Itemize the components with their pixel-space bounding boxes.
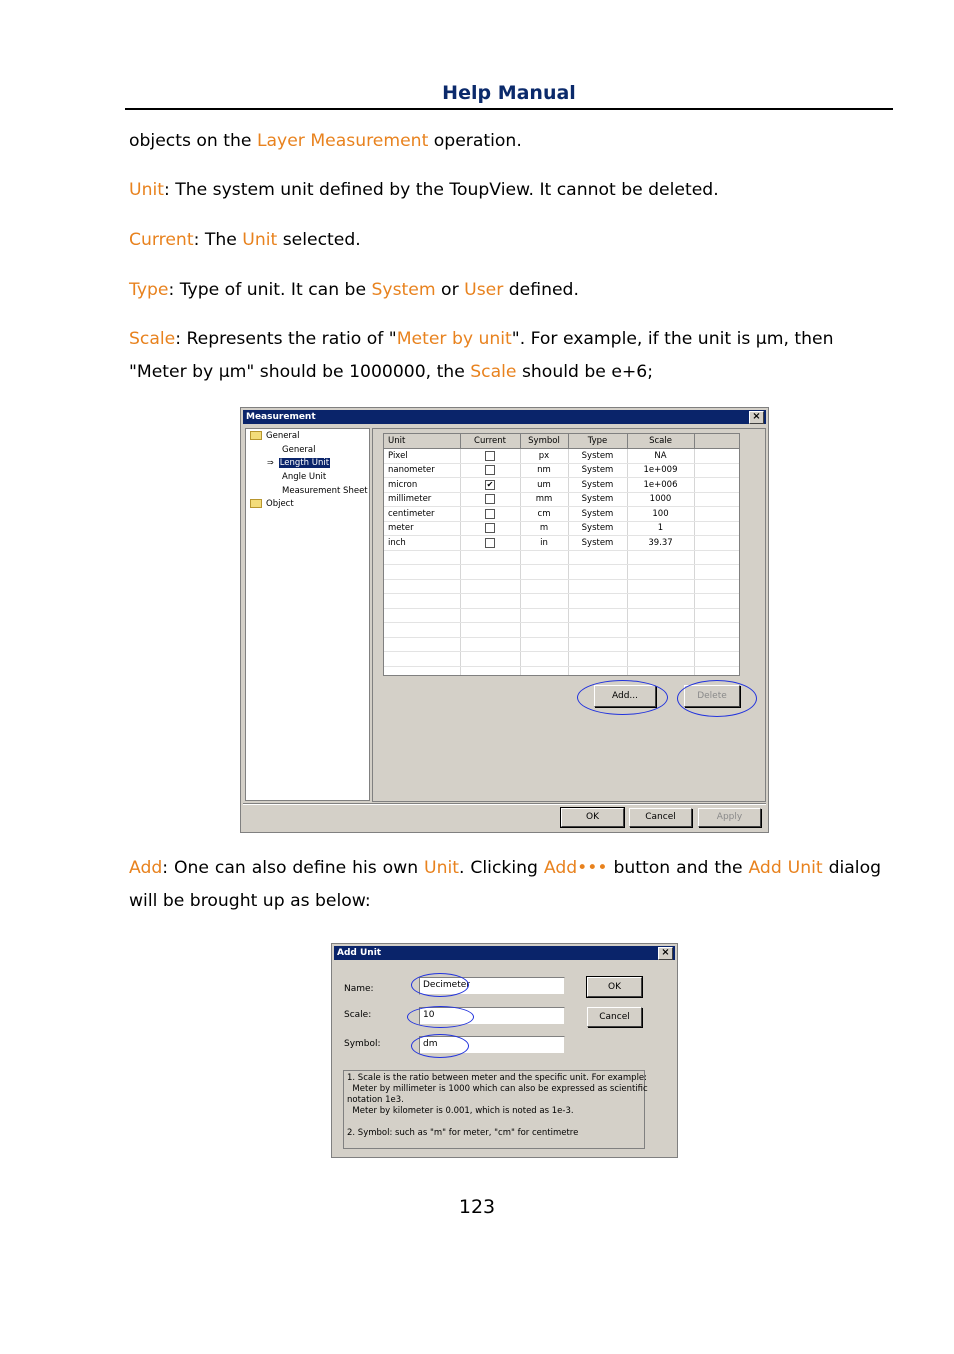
text: should be e+6;	[516, 362, 654, 382]
symbol-cell: px	[520, 449, 568, 464]
empty-cell	[627, 666, 694, 676]
empty-cell	[460, 666, 520, 676]
type-cell: System	[568, 521, 627, 536]
scale-cell: 1e+006	[627, 478, 694, 493]
scale-cell: 1e+009	[627, 463, 694, 478]
unit-table-container	[383, 433, 740, 676]
empty-cell	[460, 565, 520, 580]
highlight-term: System	[371, 280, 436, 300]
empty-cell	[520, 579, 568, 594]
empty-cell	[384, 608, 460, 623]
highlight-term: Layer Measurement	[256, 131, 429, 151]
empty-cell	[384, 565, 460, 580]
empty-cell	[520, 637, 568, 652]
add-unit-dialog	[331, 943, 678, 1158]
table-row[interactable]	[384, 478, 740, 493]
column-header[interactable]: Symbol	[520, 434, 568, 449]
table-row[interactable]	[384, 449, 740, 464]
empty-cell	[627, 623, 694, 638]
settings-tree	[245, 428, 370, 801]
empty-cell	[694, 463, 740, 478]
column-header-empty	[694, 434, 740, 449]
tree-item-measurement-sheet[interactable]	[282, 486, 368, 496]
page-number: 123	[458, 1196, 496, 1218]
close-icon[interactable]: ×	[749, 411, 764, 424]
empty-cell	[694, 536, 740, 551]
empty-cell	[694, 550, 740, 565]
unit-cell: Pixel	[384, 449, 460, 464]
empty-cell	[568, 579, 627, 594]
empty-cell	[568, 666, 627, 676]
unit-cell: millimeter	[384, 492, 460, 507]
scale-label: Scale:	[344, 1010, 372, 1020]
scale-cell: 1	[627, 521, 694, 536]
symbol-cell: nm	[520, 463, 568, 478]
tree-label: Length Unit	[279, 458, 330, 468]
empty-cell	[694, 478, 740, 493]
paragraph-current	[129, 224, 881, 257]
unit-cell: micron	[384, 478, 460, 493]
highlight-term: User	[464, 280, 504, 300]
annotation-circle-delete	[677, 680, 757, 717]
paragraph-add	[129, 852, 881, 918]
empty-cell	[520, 565, 568, 580]
empty-cell	[384, 637, 460, 652]
highlight-term: Current	[129, 230, 194, 250]
text: : The	[193, 230, 243, 250]
highlight-term: Scale	[470, 362, 517, 382]
empty-cell	[568, 652, 627, 667]
current-checkbox[interactable]	[485, 451, 495, 461]
current-checkbox[interactable]	[485, 538, 495, 548]
text: : The system unit defined by the ToupView. It cannot be deleted.	[164, 180, 719, 200]
current-checkbox[interactable]	[485, 509, 495, 519]
annotation-circle-scale	[407, 1006, 474, 1028]
current-checkbox[interactable]	[485, 465, 495, 475]
folder-icon	[250, 431, 262, 440]
table-row-empty	[384, 579, 740, 594]
symbol-cell: um	[520, 478, 568, 493]
symbol-cell: m	[520, 521, 568, 536]
tree-item-general-child[interactable]	[282, 445, 316, 455]
unit-table	[384, 434, 740, 676]
current-cell[interactable]	[460, 507, 520, 522]
annotation-circle-symbol	[411, 1034, 469, 1058]
empty-cell	[694, 449, 740, 464]
table-row[interactable]	[384, 463, 740, 478]
arrow-right-icon: ⇒	[267, 458, 274, 467]
scale-cell: 39.37	[627, 536, 694, 551]
empty-cell	[384, 594, 460, 609]
dialog-title: Add Unit	[337, 948, 382, 958]
table-row[interactable]	[384, 521, 740, 536]
empty-cell	[384, 623, 460, 638]
table-row-empty	[384, 594, 740, 609]
empty-cell	[568, 550, 627, 565]
column-header[interactable]: Scale	[627, 434, 694, 449]
text: operation.	[428, 131, 522, 151]
tree-label: General	[282, 445, 316, 455]
folder-icon	[250, 499, 262, 508]
empty-cell	[460, 637, 520, 652]
empty-cell	[694, 579, 740, 594]
empty-cell	[627, 579, 694, 594]
current-cell[interactable]	[460, 478, 520, 493]
empty-cell	[694, 608, 740, 623]
highlight-term: Unit	[424, 858, 460, 878]
column-header[interactable]: Current	[460, 434, 520, 449]
empty-cell	[384, 652, 460, 667]
cancel-button[interactable]: Cancel	[587, 1007, 642, 1027]
header-rule	[125, 108, 893, 110]
table-row-empty	[384, 652, 740, 667]
add-button[interactable]: Add...	[594, 685, 656, 707]
highlight-term: Meter by unit	[396, 329, 512, 349]
empty-cell	[460, 594, 520, 609]
symbol-label: Symbol:	[344, 1039, 381, 1049]
empty-cell	[384, 550, 460, 565]
empty-cell	[460, 550, 520, 565]
highlight-term: Scale	[129, 329, 176, 349]
empty-cell	[520, 623, 568, 638]
empty-cell	[520, 652, 568, 667]
empty-cell	[627, 637, 694, 652]
text: or	[435, 280, 465, 300]
empty-cell	[460, 579, 520, 594]
current-checkbox[interactable]: ✔	[486, 479, 494, 489]
dialog-title: Measurement	[246, 412, 316, 422]
paragraph-unit	[129, 174, 881, 207]
unit-cell: centimeter	[384, 507, 460, 522]
text: : Represents the ratio of "	[175, 329, 397, 349]
current-checkbox[interactable]	[485, 523, 495, 533]
empty-cell	[694, 666, 740, 676]
text: : Type of unit. It can be	[168, 280, 372, 300]
text: objects on the	[129, 131, 257, 151]
text: selected.	[277, 230, 361, 250]
symbol-field[interactable]: dm	[419, 1036, 565, 1054]
empty-cell	[460, 652, 520, 667]
table-row-empty	[384, 666, 740, 676]
unit-cell: nanometer	[384, 463, 460, 478]
name-field[interactable]: Decimeter	[419, 977, 565, 995]
empty-cell	[384, 666, 460, 676]
empty-cell	[627, 652, 694, 667]
empty-cell	[694, 507, 740, 522]
symbol-cell: in	[520, 536, 568, 551]
empty-cell	[520, 550, 568, 565]
tree-item-length-unit[interactable]	[267, 458, 330, 468]
empty-cell	[694, 594, 740, 609]
text: : One can also define his own	[162, 858, 425, 878]
type-cell: System	[568, 449, 627, 464]
symbol-cell: mm	[520, 492, 568, 507]
add-unit-dialog-titlebar	[334, 946, 675, 960]
empty-cell	[520, 594, 568, 609]
help-note: 1. Scale is the ratio between meter and the specific unit. For example: Meter by millimeter is 1000 which can also be expressed as scientific notation 1e3. Meter by kilometer is 0.001, which is noted as 1e-3. 2. Symbol: such as "m" for meter, "cm" for centimetre	[343, 1070, 645, 1149]
annotation-circle-name	[411, 973, 469, 997]
close-icon[interactable]: ×	[658, 947, 673, 960]
separator	[243, 803, 766, 805]
tree-label: Measurement Sheet	[282, 486, 368, 496]
apply-button[interactable]: Apply	[698, 808, 761, 827]
current-cell[interactable]	[460, 521, 520, 536]
tree-item-angle-unit[interactable]	[282, 472, 326, 482]
table-row-empty	[384, 608, 740, 623]
empty-cell	[384, 579, 460, 594]
table-row-empty	[384, 565, 740, 580]
type-cell: System	[568, 478, 627, 493]
highlight-term: Add•••	[543, 858, 608, 878]
empty-cell	[520, 666, 568, 676]
type-cell: System	[568, 492, 627, 507]
current-checkbox[interactable]	[485, 494, 495, 504]
empty-cell	[627, 594, 694, 609]
highlight-term: Type	[129, 280, 169, 300]
unit-cell: meter	[384, 521, 460, 536]
empty-cell	[568, 594, 627, 609]
empty-cell	[627, 565, 694, 580]
paragraph-layer-measurement	[129, 125, 881, 158]
current-cell[interactable]	[460, 463, 520, 478]
ok-button[interactable]: OK	[561, 808, 624, 827]
empty-cell	[694, 623, 740, 638]
current-cell[interactable]	[460, 492, 520, 507]
current-cell[interactable]	[460, 449, 520, 464]
table-row[interactable]	[384, 492, 740, 507]
tree-label: Object	[266, 499, 294, 509]
table-row[interactable]	[384, 536, 740, 551]
column-header[interactable]: Type	[568, 434, 627, 449]
tree-item-object[interactable]	[250, 499, 294, 509]
text: defined.	[503, 280, 579, 300]
empty-cell	[568, 637, 627, 652]
annotation-circle-add	[577, 680, 668, 715]
scale-field[interactable]: 10	[419, 1007, 565, 1025]
tree-label: General	[266, 431, 300, 441]
page-header-title: Help Manual	[442, 82, 576, 104]
type-cell: System	[568, 536, 627, 551]
highlight-term: Unit	[242, 230, 278, 250]
empty-cell	[568, 565, 627, 580]
empty-cell	[694, 492, 740, 507]
highlight-term: Unit	[129, 180, 164, 200]
ok-button[interactable]: OK	[587, 977, 642, 997]
empty-cell	[460, 608, 520, 623]
tree-label: Angle Unit	[282, 472, 327, 482]
empty-cell	[460, 623, 520, 638]
symbol-cell: cm	[520, 507, 568, 522]
paragraph-scale	[129, 323, 881, 389]
paragraph-type	[129, 274, 881, 307]
text: button and the	[607, 858, 749, 878]
table-row-empty	[384, 550, 740, 565]
empty-cell	[520, 608, 568, 623]
empty-cell	[694, 637, 740, 652]
text: . Clicking	[459, 858, 544, 878]
table-row-empty	[384, 637, 740, 652]
cancel-button[interactable]: Cancel	[629, 808, 692, 827]
column-header[interactable]: Unit	[384, 434, 460, 449]
measurement-dialog-titlebar	[243, 410, 766, 424]
table-row[interactable]	[384, 507, 740, 522]
tree-item-general[interactable]	[250, 431, 300, 441]
delete-button[interactable]: Delete	[684, 685, 740, 707]
current-cell[interactable]	[460, 536, 520, 551]
empty-cell	[568, 623, 627, 638]
empty-cell	[694, 652, 740, 667]
highlight-term: Add	[129, 858, 163, 878]
scale-cell: 100	[627, 507, 694, 522]
scale-cell: 1000	[627, 492, 694, 507]
text: dialog will be brought up as below:	[129, 858, 881, 911]
name-label: Name:	[344, 984, 374, 994]
table-row-empty	[384, 623, 740, 638]
type-cell: System	[568, 507, 627, 522]
scale-cell: NA	[627, 449, 694, 464]
measurement-dialog	[240, 407, 769, 833]
empty-cell	[627, 608, 694, 623]
text: ". For example, if the unit is µm, then "Meter by µm" should be 1000000, the	[129, 329, 834, 382]
highlight-term: Add Unit	[748, 858, 823, 878]
type-cell: System	[568, 463, 627, 478]
empty-cell	[568, 608, 627, 623]
unit-cell: inch	[384, 536, 460, 551]
empty-cell	[694, 565, 740, 580]
empty-cell	[627, 550, 694, 565]
table-header-row	[384, 434, 740, 449]
empty-cell	[694, 521, 740, 536]
